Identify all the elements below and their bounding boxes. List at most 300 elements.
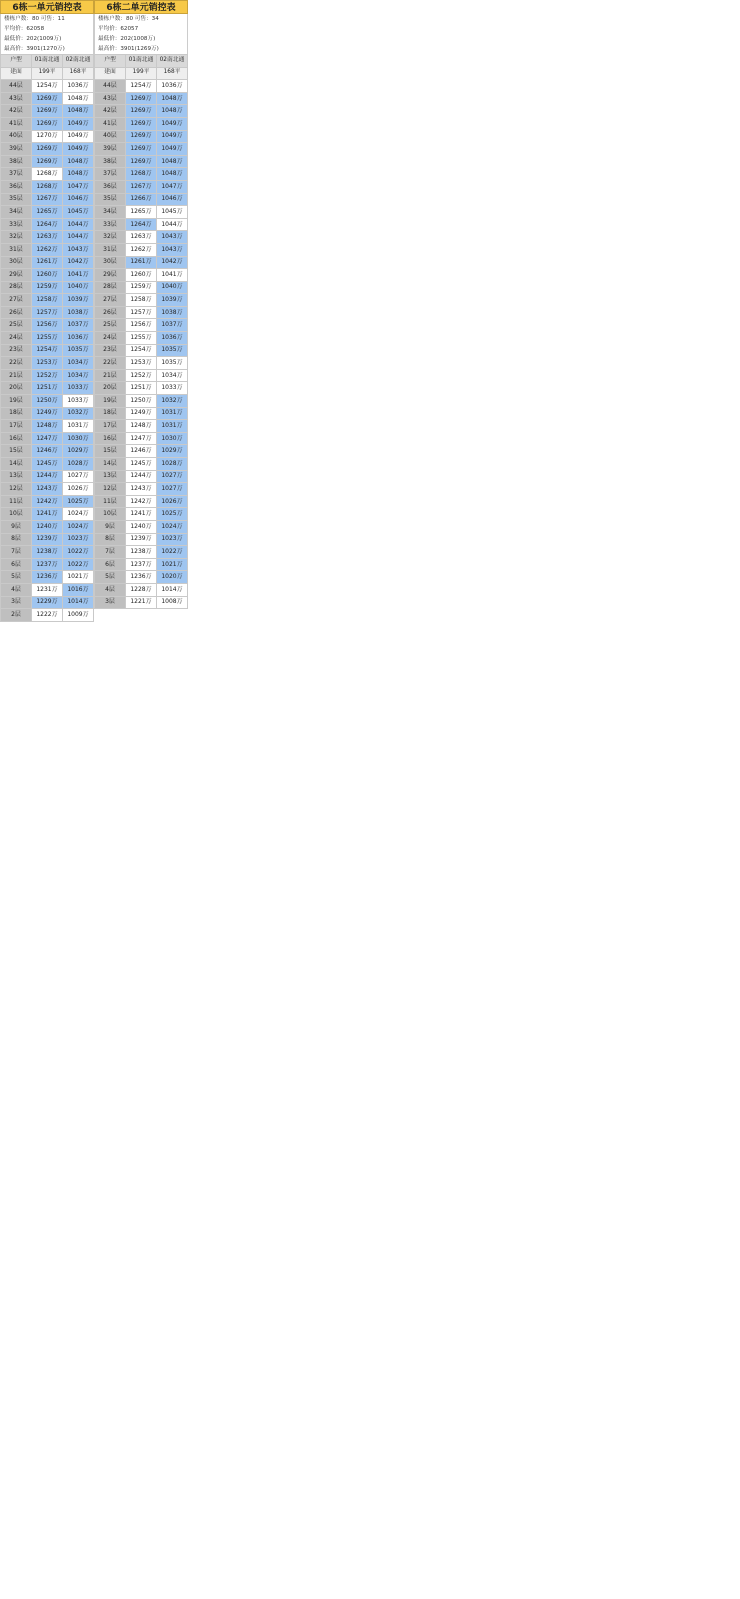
floor-row — [1, 596, 94, 609]
row-label: 12层 — [95, 483, 126, 496]
floor-row — [1, 231, 94, 244]
floor-row — [1, 92, 94, 105]
floor-row — [1, 256, 94, 269]
floor-row — [95, 495, 188, 508]
info-line: 最高价：3901(1269万) — [98, 46, 159, 52]
row-label: 34层 — [1, 206, 32, 219]
floor-row — [1, 319, 94, 332]
info-line: 楼栋户数：80 可售：34 — [98, 16, 159, 22]
floor-row — [1, 80, 94, 93]
cell: 1269万 — [32, 117, 63, 130]
cell: 199平 — [32, 67, 63, 80]
cell: 1238万 — [32, 546, 63, 559]
floor-row — [1, 269, 94, 282]
cell: 1238万 — [126, 546, 157, 559]
cell: 1008万 — [157, 596, 188, 609]
cell: 1248万 — [126, 420, 157, 433]
block-1 — [0, 0, 94, 622]
row-label: 41层 — [1, 117, 32, 130]
row-label: 39层 — [1, 143, 32, 156]
row-label: 37层 — [1, 168, 32, 181]
row-label: 41层 — [95, 117, 126, 130]
cell: 1022万 — [63, 558, 94, 571]
cell: 1251万 — [32, 382, 63, 395]
row-label: 24层 — [1, 332, 32, 345]
cell: 1046万 — [157, 193, 188, 206]
row-label: 25层 — [95, 319, 126, 332]
cell: 1024万 — [157, 520, 188, 533]
floor-row — [95, 319, 188, 332]
row-label: 31层 — [1, 243, 32, 256]
cell: 1222万 — [32, 609, 63, 622]
row-label: 15层 — [95, 445, 126, 458]
row-label: 27层 — [95, 294, 126, 307]
cell: 1045万 — [63, 206, 94, 219]
floor-row — [1, 281, 94, 294]
cell: 1239万 — [126, 533, 157, 546]
cell: 02南北通 — [63, 55, 94, 68]
floor-row — [1, 583, 94, 596]
cell: 1035万 — [157, 357, 188, 370]
cell: 168平 — [157, 67, 188, 80]
floor-row — [95, 407, 188, 420]
cell: 1014万 — [157, 583, 188, 596]
cell: 1260万 — [126, 269, 157, 282]
floor-row — [95, 344, 188, 357]
row-label: 户型 — [95, 55, 126, 68]
floor-row — [95, 432, 188, 445]
row-label: 16层 — [1, 432, 32, 445]
price-table — [94, 54, 188, 609]
cell: 1240万 — [32, 520, 63, 533]
row-label: 8层 — [1, 533, 32, 546]
cell: 1243万 — [126, 483, 157, 496]
row-label: 36层 — [95, 180, 126, 193]
floor-row — [95, 571, 188, 584]
floor-row — [95, 206, 188, 219]
cell: 1269万 — [32, 143, 63, 156]
cell: 1024万 — [63, 520, 94, 533]
row-label: 38层 — [1, 155, 32, 168]
floor-row — [95, 117, 188, 130]
cell: 1043万 — [157, 231, 188, 244]
cell: 1042万 — [63, 256, 94, 269]
cell: 1045万 — [157, 206, 188, 219]
row-label: 5层 — [95, 571, 126, 584]
cell: 1033万 — [63, 382, 94, 395]
cell: 1026万 — [63, 483, 94, 496]
cell: 1030万 — [63, 432, 94, 445]
row-label: 3层 — [95, 596, 126, 609]
row-label: 31层 — [95, 243, 126, 256]
cell: 1040万 — [157, 281, 188, 294]
cell: 1032万 — [157, 395, 188, 408]
floor-row — [1, 458, 94, 471]
cell: 1049万 — [63, 143, 94, 156]
cell: 1041万 — [157, 269, 188, 282]
cell: 1036万 — [157, 332, 188, 345]
row-label: 24层 — [95, 332, 126, 345]
floor-row — [95, 130, 188, 143]
cell: 1268万 — [32, 180, 63, 193]
floor-row — [1, 546, 94, 559]
cell: 1244万 — [126, 470, 157, 483]
floor-row — [1, 445, 94, 458]
cell: 1250万 — [126, 395, 157, 408]
cell: 1251万 — [126, 382, 157, 395]
floor-row — [95, 143, 188, 156]
cell: 1022万 — [157, 546, 188, 559]
floor-row — [1, 180, 94, 193]
floor-row — [1, 432, 94, 445]
row-label: 23层 — [1, 344, 32, 357]
floor-row — [95, 306, 188, 319]
cell: 1046万 — [63, 193, 94, 206]
price-table — [0, 54, 94, 622]
cell: 1266万 — [126, 193, 157, 206]
floor-row — [1, 105, 94, 118]
row-label: 35层 — [95, 193, 126, 206]
info-line: 平均价：62058 — [4, 26, 45, 32]
cell: 02南北通 — [157, 55, 188, 68]
cell: 1023万 — [63, 533, 94, 546]
cell: 1265万 — [32, 206, 63, 219]
row-label: 6层 — [1, 558, 32, 571]
row-label: 10层 — [95, 508, 126, 521]
row-label: 4层 — [95, 583, 126, 596]
floor-row — [95, 583, 188, 596]
cell: 1044万 — [63, 231, 94, 244]
row-label: 9层 — [95, 520, 126, 533]
cell: 1269万 — [32, 105, 63, 118]
row-label: 33层 — [1, 218, 32, 231]
floor-row — [1, 357, 94, 370]
cell: 1038万 — [63, 306, 94, 319]
row-label: 32层 — [95, 231, 126, 244]
floor-row — [95, 546, 188, 559]
cell: 1252万 — [126, 369, 157, 382]
row-label: 29层 — [1, 269, 32, 282]
floor-row — [1, 395, 94, 408]
floor-row — [1, 206, 94, 219]
block-title: 6栋一单元销控表 — [0, 0, 94, 14]
floor-row — [95, 155, 188, 168]
cell: 1259万 — [32, 281, 63, 294]
cell: 1269万 — [126, 143, 157, 156]
cell: 1020万 — [157, 571, 188, 584]
row-label: 11层 — [1, 495, 32, 508]
cell: 1048万 — [157, 155, 188, 168]
floor-row — [95, 231, 188, 244]
cell: 1250万 — [32, 395, 63, 408]
cell: 1027万 — [157, 483, 188, 496]
floor-row — [1, 218, 94, 231]
cell: 1243万 — [32, 483, 63, 496]
cell: 1244万 — [32, 470, 63, 483]
cell: 1245万 — [32, 458, 63, 471]
cell: 1029万 — [157, 445, 188, 458]
row-label: 5层 — [1, 571, 32, 584]
cell: 1254万 — [126, 80, 157, 93]
floor-row — [95, 269, 188, 282]
cell: 1258万 — [126, 294, 157, 307]
row-label: 29层 — [95, 269, 126, 282]
cell: 1048万 — [63, 168, 94, 181]
row-label: 20层 — [1, 382, 32, 395]
row-label: 39层 — [95, 143, 126, 156]
cell: 1034万 — [63, 357, 94, 370]
cell: 1237万 — [126, 558, 157, 571]
floor-row — [1, 243, 94, 256]
cell: 1040万 — [63, 281, 94, 294]
cell: 1261万 — [32, 256, 63, 269]
cell: 1253万 — [126, 357, 157, 370]
row-label: 30层 — [1, 256, 32, 269]
floor-row — [95, 105, 188, 118]
floor-row — [1, 483, 94, 496]
floor-row — [1, 407, 94, 420]
row-label: 37层 — [95, 168, 126, 181]
cell: 1035万 — [157, 344, 188, 357]
floor-row — [1, 143, 94, 156]
row-label: 36层 — [1, 180, 32, 193]
row-label: 35层 — [1, 193, 32, 206]
cell: 1048万 — [63, 155, 94, 168]
floor-row — [1, 508, 94, 521]
cell: 1028万 — [157, 458, 188, 471]
cell: 1239万 — [32, 533, 63, 546]
cell: 1241万 — [32, 508, 63, 521]
cell: 1247万 — [32, 432, 63, 445]
cell: 1254万 — [32, 344, 63, 357]
floor-row — [95, 520, 188, 533]
cell: 1048万 — [157, 105, 188, 118]
cell: 1254万 — [126, 344, 157, 357]
cell: 1240万 — [126, 520, 157, 533]
floor-row — [95, 533, 188, 546]
floor-row — [95, 395, 188, 408]
floor-row — [1, 294, 94, 307]
cell: 1268万 — [32, 168, 63, 181]
cell: 1039万 — [157, 294, 188, 307]
cell: 1267万 — [126, 180, 157, 193]
cell: 1236万 — [126, 571, 157, 584]
cell: 1242万 — [126, 495, 157, 508]
row-label: 11层 — [95, 495, 126, 508]
row-label: 12层 — [1, 483, 32, 496]
cell: 1037万 — [63, 319, 94, 332]
floor-row — [95, 193, 188, 206]
floor-row — [95, 168, 188, 181]
row-label: 40层 — [95, 130, 126, 143]
row-label: 18层 — [1, 407, 32, 420]
cell: 1258万 — [32, 294, 63, 307]
cell: 1030万 — [157, 432, 188, 445]
cell: 1027万 — [63, 470, 94, 483]
cell: 1033万 — [157, 382, 188, 395]
row-label: 21层 — [95, 369, 126, 382]
cell: 1036万 — [63, 80, 94, 93]
cell: 1033万 — [63, 395, 94, 408]
row-label: 19层 — [1, 395, 32, 408]
cell: 1043万 — [63, 243, 94, 256]
row-label: 42层 — [95, 105, 126, 118]
floor-row — [1, 332, 94, 345]
floor-row — [95, 508, 188, 521]
cell: 1229万 — [32, 596, 63, 609]
floor-row — [95, 80, 188, 93]
cell: 1246万 — [126, 445, 157, 458]
row-label: 44层 — [1, 80, 32, 93]
cell: 1265万 — [126, 206, 157, 219]
cell: 1255万 — [126, 332, 157, 345]
row-label: 6层 — [95, 558, 126, 571]
cell: 1269万 — [126, 130, 157, 143]
cell: 1269万 — [126, 105, 157, 118]
floor-row — [95, 294, 188, 307]
cell: 1262万 — [126, 243, 157, 256]
row-label: 7层 — [95, 546, 126, 559]
row-label: 17层 — [1, 420, 32, 433]
row-label: 22层 — [1, 357, 32, 370]
cell: 1022万 — [63, 546, 94, 559]
cell: 1043万 — [157, 243, 188, 256]
row-label: 34层 — [95, 206, 126, 219]
cell: 1041万 — [63, 269, 94, 282]
floor-row — [1, 168, 94, 181]
cell: 1035万 — [63, 344, 94, 357]
cell: 1269万 — [32, 92, 63, 105]
cell: 01南北通 — [126, 55, 157, 68]
cell: 1253万 — [32, 357, 63, 370]
row-label: 26层 — [95, 306, 126, 319]
cell: 1047万 — [63, 180, 94, 193]
cell: 1014万 — [63, 596, 94, 609]
floor-row — [1, 495, 94, 508]
cell: 1009万 — [63, 609, 94, 622]
info-line: 最低价：202(1008万) — [98, 36, 156, 42]
floor-row — [1, 130, 94, 143]
cell: 1247万 — [126, 432, 157, 445]
cell: 1246万 — [32, 445, 63, 458]
floor-row — [1, 520, 94, 533]
cell: 199平 — [126, 67, 157, 80]
floor-row — [1, 571, 94, 584]
cell: 1047万 — [157, 180, 188, 193]
cell: 1044万 — [157, 218, 188, 231]
cell: 1262万 — [32, 243, 63, 256]
row-label: 3层 — [1, 596, 32, 609]
cell: 1031万 — [157, 407, 188, 420]
floor-row — [95, 420, 188, 433]
row-label: 4层 — [1, 583, 32, 596]
floor-row — [95, 180, 188, 193]
row-label: 21层 — [1, 369, 32, 382]
floor-row — [1, 558, 94, 571]
row-label: 26层 — [1, 306, 32, 319]
row-label: 43层 — [1, 92, 32, 105]
floor-row — [1, 470, 94, 483]
cell: 1242万 — [32, 495, 63, 508]
cell: 1264万 — [126, 218, 157, 231]
cell: 1249万 — [32, 407, 63, 420]
floor-row — [95, 357, 188, 370]
floor-row — [95, 369, 188, 382]
cell: 1268万 — [126, 168, 157, 181]
row-label: 28层 — [1, 281, 32, 294]
cell: 1245万 — [126, 458, 157, 471]
cell: 1023万 — [157, 533, 188, 546]
floor-row — [95, 483, 188, 496]
cell: 1025万 — [63, 495, 94, 508]
row-label: 10层 — [1, 508, 32, 521]
cell: 1269万 — [126, 117, 157, 130]
cell: 1048万 — [63, 92, 94, 105]
cell: 01南北通 — [32, 55, 63, 68]
cell: 1044万 — [63, 218, 94, 231]
cell: 1269万 — [126, 92, 157, 105]
cell: 1257万 — [32, 306, 63, 319]
row-label: 27层 — [1, 294, 32, 307]
row-label: 13层 — [95, 470, 126, 483]
cell: 1025万 — [157, 508, 188, 521]
row-label: 8层 — [95, 533, 126, 546]
cell: 1038万 — [157, 306, 188, 319]
info-line: 最高价：3901(1270万) — [4, 46, 65, 52]
floor-row — [1, 369, 94, 382]
floor-row — [95, 470, 188, 483]
row-label: 43层 — [95, 92, 126, 105]
row-label: 7层 — [1, 546, 32, 559]
row-label: 32层 — [1, 231, 32, 244]
row-label: 22层 — [95, 357, 126, 370]
cell: 1254万 — [32, 80, 63, 93]
cell: 1031万 — [157, 420, 188, 433]
info-line: 最低价：202(1009万) — [4, 36, 62, 42]
cell: 1249万 — [126, 407, 157, 420]
cell: 1048万 — [157, 92, 188, 105]
block-title: 6栋二单元销控表 — [94, 0, 188, 14]
cell: 1260万 — [32, 269, 63, 282]
floor-row — [95, 382, 188, 395]
cell: 1021万 — [157, 558, 188, 571]
cell: 1236万 — [32, 571, 63, 584]
floor-row — [95, 218, 188, 231]
floor-row — [95, 458, 188, 471]
row-label: 19层 — [95, 395, 126, 408]
cell: 1270万 — [32, 130, 63, 143]
cell: 1256万 — [126, 319, 157, 332]
row-label: 33层 — [95, 218, 126, 231]
row-label: 42层 — [1, 105, 32, 118]
cell: 1241万 — [126, 508, 157, 521]
row-label: 28层 — [95, 281, 126, 294]
cell: 1237万 — [32, 558, 63, 571]
floor-row — [95, 243, 188, 256]
row-label: 38层 — [95, 155, 126, 168]
cell: 1255万 — [32, 332, 63, 345]
row-label: 13层 — [1, 470, 32, 483]
cell: 1032万 — [63, 407, 94, 420]
row-label: 2层 — [1, 609, 32, 622]
row-label: 16层 — [95, 432, 126, 445]
row-label: 建面 — [95, 67, 126, 80]
cell: 1036万 — [63, 332, 94, 345]
floor-row — [1, 344, 94, 357]
row-label: 9层 — [1, 520, 32, 533]
cell: 1248万 — [32, 420, 63, 433]
row-label: 30层 — [95, 256, 126, 269]
